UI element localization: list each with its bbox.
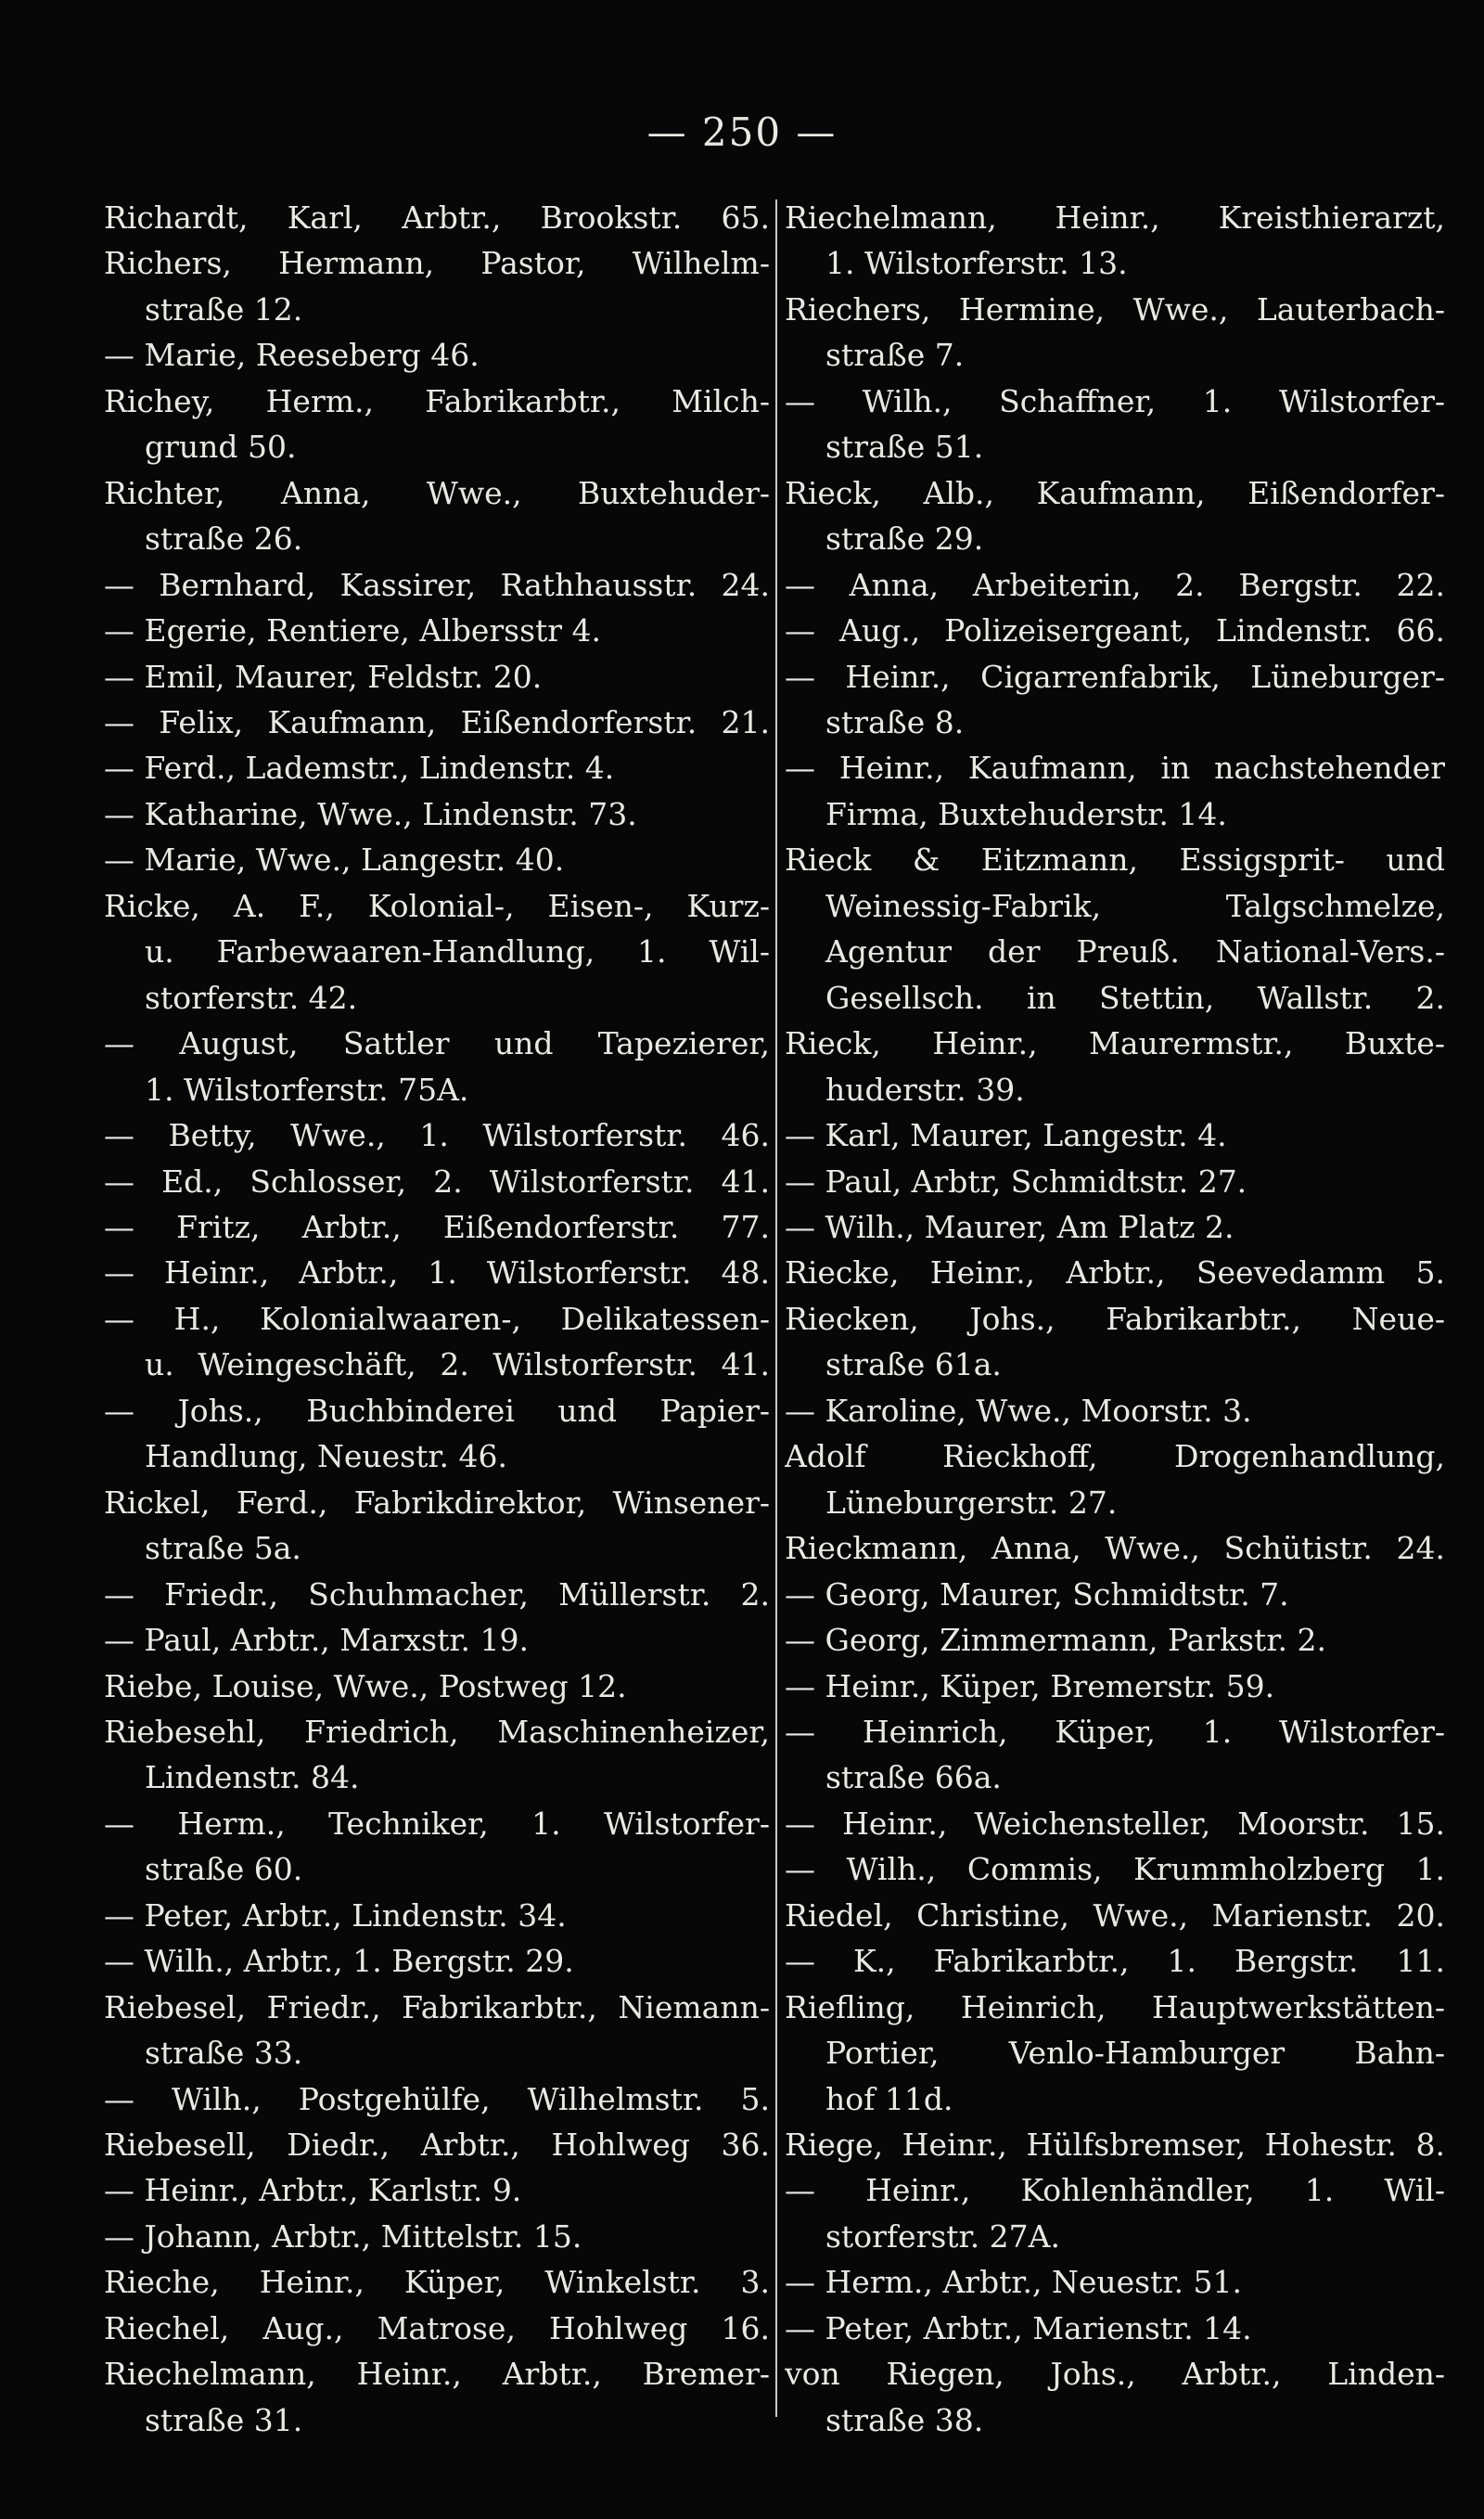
directory-entry-line: Firma, Buxtehuderstr. 14. bbox=[825, 795, 1227, 832]
directory-entry-line: Handlung, Neuestr. 46. bbox=[145, 1438, 507, 1475]
directory-entry-line: — Wilh., Maurer, Am Platz 2. bbox=[785, 1208, 1235, 1245]
column-divider bbox=[775, 199, 777, 2417]
directory-entry-line: — Ferd., Lademstr., Lindenstr. 4. bbox=[104, 750, 615, 787]
directory-entry-line: straße 5a. bbox=[145, 1530, 301, 1567]
directory-entry-line: 1. Wilstorferstr. 13. bbox=[825, 245, 1128, 282]
directory-entry-line: Gesellsch. in Stettin, Wallstr. 2. bbox=[825, 979, 1445, 1016]
directory-entry-line: — K., Fabrikarbtr., 1. Bergstr. 11. bbox=[785, 1943, 1445, 1980]
directory-entry-line: straße 7. bbox=[825, 337, 965, 374]
directory-entry-line: Richey, Herm., Fabrikarbtr., Milch- bbox=[104, 382, 770, 419]
directory-entry-line: Riebe, Louise, Wwe., Postweg 12. bbox=[104, 1667, 627, 1704]
directory-entry-line: — Johs., Buchbinderei und Papier- bbox=[104, 1392, 770, 1429]
directory-entry-line: — Wilh., Postgehülfe, Wilhelmstr. 5. bbox=[104, 2080, 770, 2117]
directory-entry-line: von Riegen, Johs., Arbtr., Linden- bbox=[785, 2356, 1445, 2393]
directory-entry-line: — Heinr., Kohlenhändler, 1. Wil- bbox=[785, 2172, 1445, 2209]
directory-entry-line: — Friedr., Schuhmacher, Müllerstr. 2. bbox=[104, 1575, 770, 1613]
directory-entry-line: Rieck & Eitzmann, Essigsprit- und bbox=[785, 842, 1445, 879]
directory-entry-line: Riebesehl, Friedrich, Maschinenheizer, bbox=[104, 1713, 770, 1750]
directory-entry-line: — Emil, Maurer, Feldstr. 20. bbox=[104, 658, 543, 695]
directory-entry-line: storferstr. 27A. bbox=[825, 2217, 1060, 2255]
directory-entry-line: hof 11d. bbox=[825, 2080, 953, 2117]
directory-entry-line: — Katharine, Wwe., Lindenstr. 73. bbox=[104, 795, 637, 832]
directory-entry-line: Riefling, Heinrich, Hauptwerkstätten- bbox=[785, 1988, 1445, 2025]
directory-entry-line: straße 38. bbox=[825, 2401, 984, 2438]
directory-entry-line: Richardt, Karl, Arbtr., Brookstr. 65. bbox=[104, 199, 770, 236]
directory-entry-line: — Heinr., Arbtr., Karlstr. 9. bbox=[104, 2172, 522, 2209]
directory-entry-line: — Karl, Maurer, Langestr. 4. bbox=[785, 1117, 1227, 1154]
directory-entry-line: Ricke, A. F., Kolonial-, Eisen-, Kurz- bbox=[104, 887, 770, 924]
directory-entry-line: storferstr. 42. bbox=[145, 979, 358, 1016]
directory-entry-line: Riechers, Hermine, Wwe., Lauterbach- bbox=[785, 290, 1445, 328]
directory-entry-line: Riechelmann, Heinr., Kreisthierarzt, bbox=[785, 199, 1445, 236]
directory-entry-line: Lindenstr. 84. bbox=[145, 1759, 360, 1796]
directory-entry-line: Weinessig-Fabrik, Talgschmelze, bbox=[825, 887, 1445, 924]
directory-entry-line: — Heinr., Weichensteller, Moorstr. 15. bbox=[785, 1805, 1445, 1842]
directory-entry-line: — Peter, Arbtr., Marienstr. 14. bbox=[785, 2309, 1252, 2346]
directory-entry-line: Riedel, Christine, Wwe., Marienstr. 20. bbox=[785, 1896, 1445, 1934]
directory-entry-line: — Paul, Arbtr., Marxstr. 19. bbox=[104, 1622, 529, 1659]
directory-entry-line: — Heinr., Küper, Bremerstr. 59. bbox=[785, 1667, 1275, 1704]
directory-entry-line: — Egerie, Rentiere, Albersstr 4. bbox=[104, 612, 602, 649]
directory-entry-line: — Felix, Kaufmann, Eißendorferstr. 21. bbox=[104, 703, 770, 740]
directory-entry-line: grund 50. bbox=[145, 429, 297, 466]
directory-entry-line: straße 51. bbox=[825, 429, 984, 466]
directory-entry-line: Richers, Hermann, Pastor, Wilhelm- bbox=[104, 245, 770, 282]
directory-entry-line: — Wilh., Commis, Krummholzberg 1. bbox=[785, 1851, 1445, 1888]
directory-entry-line: — Heinr., Kaufmann, in nachstehender bbox=[785, 750, 1445, 787]
directory-entry-line: — Anna, Arbeiterin, 2. Bergstr. 22. bbox=[785, 566, 1445, 603]
directory-entry-line: — Heinr., Cigarrenfabrik, Lüneburger- bbox=[785, 658, 1445, 695]
directory-entry-line: huderstr. 39. bbox=[825, 1071, 1025, 1108]
directory-entry-line: Portier, Venlo-Hamburger Bahn- bbox=[825, 2035, 1445, 2072]
directory-entry-line: — Herm., Arbtr., Neuestr. 51. bbox=[785, 2264, 1242, 2301]
directory-entry-line: straße 29. bbox=[825, 521, 984, 558]
directory-entry-line: — Fritz, Arbtr., Eißendorferstr. 77. bbox=[104, 1208, 770, 1245]
directory-entry-line: Rieckmann, Anna, Wwe., Schütistr. 24. bbox=[785, 1530, 1445, 1567]
directory-entry-line: — Wilh., Arbtr., 1. Bergstr. 29. bbox=[104, 1943, 574, 1980]
directory-entry-line: — Herm., Techniker, 1. Wilstorfer- bbox=[104, 1805, 770, 1842]
directory-entry-line: straße 12. bbox=[145, 290, 303, 328]
directory-entry-line: — Betty, Wwe., 1. Wilstorferstr. 46. bbox=[104, 1117, 770, 1154]
directory-entry-line: Lüneburgerstr. 27. bbox=[825, 1484, 1118, 1521]
directory-entry-line: Rieck, Alb., Kaufmann, Eißendorfer- bbox=[785, 474, 1445, 511]
directory-entry-line: — Aug., Polizeisergeant, Lindenstr. 66. bbox=[785, 612, 1445, 649]
directory-entry-line: — Karoline, Wwe., Moorstr. 3. bbox=[785, 1392, 1252, 1429]
directory-entry-line: — Ed., Schlosser, 2. Wilstorferstr. 41. bbox=[104, 1163, 770, 1200]
directory-entry-line: u. Farbewaaren-Handlung, 1. Wil- bbox=[145, 933, 770, 970]
directory-entry-line: straße 26. bbox=[145, 521, 303, 558]
directory-entry-line: straße 31. bbox=[145, 2401, 303, 2438]
directory-entry-line: — Wilh., Schaffner, 1. Wilstorfer- bbox=[785, 382, 1445, 419]
directory-entry-line: Riebesell, Diedr., Arbtr., Hohlweg 36. bbox=[104, 2127, 770, 2164]
directory-entry-line: u. Weingeschäft, 2. Wilstorferstr. 41. bbox=[145, 1346, 770, 1383]
right-column bbox=[785, 197, 1445, 2442]
left-column bbox=[104, 197, 770, 2442]
directory-entry-line: — Peter, Arbtr., Lindenstr. 34. bbox=[104, 1896, 567, 1934]
directory-entry-line: straße 8. bbox=[825, 703, 965, 740]
directory-entry-line: — H., Kolonialwaaren-, Delikatessen- bbox=[104, 1300, 770, 1337]
directory-entry-line: — August, Sattler und Tapezierer, bbox=[104, 1025, 770, 1062]
directory-entry-line: Richter, Anna, Wwe., Buxtehuder- bbox=[104, 474, 770, 511]
directory-entry-line: straße 61a. bbox=[825, 1346, 1002, 1383]
directory-entry-line: Riege, Heinr., Hülfsbremser, Hohestr. 8. bbox=[785, 2127, 1445, 2164]
directory-entry-line: straße 66a. bbox=[825, 1759, 1002, 1796]
directory-entry-line: Riecken, Johs., Fabrikarbtr., Neue- bbox=[785, 1300, 1445, 1337]
directory-entry-line: — Georg, Zimmermann, Parkstr. 2. bbox=[785, 1622, 1326, 1659]
directory-entry-line: 1. Wilstorferstr. 75A. bbox=[145, 1071, 469, 1108]
directory-entry-line: — Bernhard, Kassirer, Rathhausstr. 24. bbox=[104, 566, 770, 603]
directory-entry-line: Rieck, Heinr., Maurermstr., Buxte- bbox=[785, 1025, 1445, 1062]
directory-entry-line: Riecke, Heinr., Arbtr., Seevedamm 5. bbox=[785, 1254, 1445, 1292]
directory-entry-line: Adolf Rieckhoff, Drogenhandlung, bbox=[785, 1438, 1445, 1475]
directory-entry-line: — Paul, Arbtr, Schmidtstr. 27. bbox=[785, 1163, 1247, 1200]
directory-entry-line: Riechel, Aug., Matrose, Hohlweg 16. bbox=[104, 2309, 770, 2346]
directory-entry-line: Riebesel, Friedr., Fabrikarbtr., Niemann- bbox=[104, 1988, 770, 2025]
directory-entry-line: — Johann, Arbtr., Mittelstr. 15. bbox=[104, 2217, 582, 2255]
directory-entry-line: — Georg, Maurer, Schmidtstr. 7. bbox=[785, 1575, 1289, 1613]
directory-entry-line: Rieche, Heinr., Küper, Winkelstr. 3. bbox=[104, 2264, 770, 2301]
directory-entry-line: Agentur der Preuß. National-Vers.- bbox=[825, 933, 1445, 970]
directory-entry-line: — Marie, Reeseberg 46. bbox=[104, 337, 480, 374]
directory-entry-line: Riechelmann, Heinr., Arbtr., Bremer- bbox=[104, 2356, 770, 2393]
page-number: — 250 — bbox=[646, 109, 838, 155]
directory-entry-line: straße 33. bbox=[145, 2035, 303, 2072]
directory-entry-line: Rickel, Ferd., Fabrikdirektor, Winsener- bbox=[104, 1484, 770, 1521]
directory-entry-line: — Marie, Wwe., Langestr. 40. bbox=[104, 842, 565, 879]
directory-entry-line: straße 60. bbox=[145, 1851, 303, 1888]
directory-entry-line: — Heinrich, Küper, 1. Wilstorfer- bbox=[785, 1713, 1445, 1750]
directory-entry-line: — Heinr., Arbtr., 1. Wilstorferstr. 48. bbox=[104, 1254, 770, 1292]
